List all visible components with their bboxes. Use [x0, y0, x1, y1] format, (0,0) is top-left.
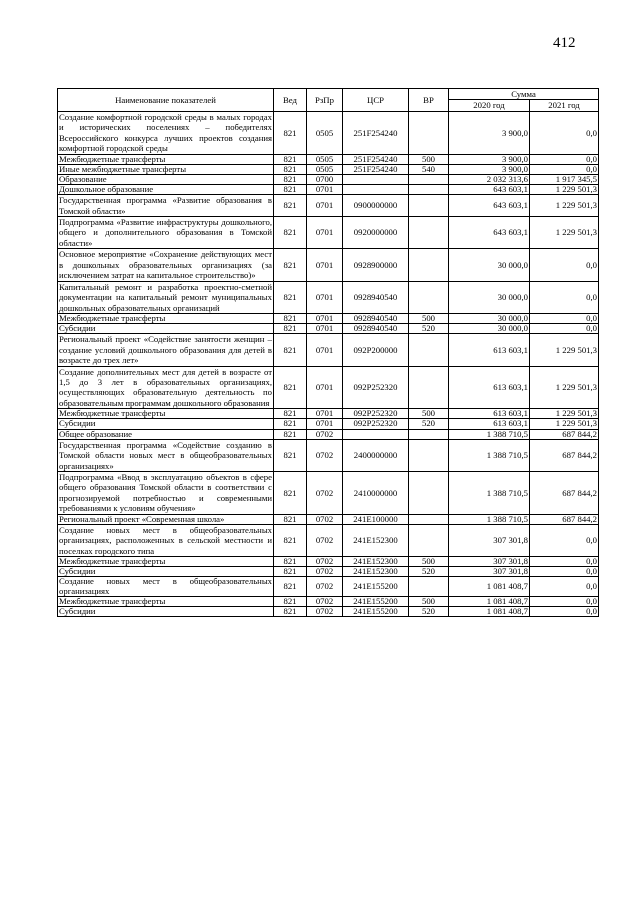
row-csr: 092P252320 — [343, 419, 409, 429]
row-csr: 092P252320 — [343, 366, 409, 409]
row-ved: 821 — [274, 195, 307, 217]
table-row — [58, 217, 599, 249]
header-vr: ВР — [409, 89, 449, 112]
row-vr: 500 — [409, 313, 449, 323]
row-ved: 821 — [274, 217, 307, 249]
row-vr: 500 — [409, 596, 449, 606]
row-vr — [409, 334, 449, 366]
table-row — [58, 324, 599, 334]
row-rzpr: 0701 — [307, 281, 343, 313]
row-sum-2021: 1 917 345,5 — [530, 174, 599, 184]
row-name: Образование — [58, 174, 274, 184]
row-ved: 821 — [274, 366, 307, 409]
row-name: Региональный проект «Содействие занятости женщин – создание условий дошкольного образования для детей в возрасте до трех лет» — [59, 334, 272, 366]
row-rzpr: 0702 — [307, 524, 343, 556]
row-name: Основное мероприятие «Сохранение действующих мест в дошкольных образовательных организациях (за исключением затрат на капитальное строительство)» — [59, 249, 272, 281]
row-rzpr: 0701 — [307, 313, 343, 323]
row-sum-2021: 1 229 501,3 — [530, 334, 599, 366]
table-row — [58, 596, 599, 606]
row-rzpr: 0702 — [307, 514, 343, 524]
row-ved: 821 — [274, 471, 307, 514]
row-sum-2021: 0,0 — [530, 111, 599, 154]
row-name: Дошкольное образование — [58, 185, 274, 195]
row-rzpr: 0701 — [307, 419, 343, 429]
row-sum-2020: 643 603,1 — [449, 195, 530, 217]
row-csr: 0900000000 — [343, 195, 409, 217]
row-sum-2021: 0,0 — [530, 524, 599, 556]
row-sum-2021: 0,0 — [530, 164, 599, 174]
row-sum-2020: 30 000,0 — [449, 281, 530, 313]
row-ved: 821 — [274, 577, 307, 596]
row-name: Межбюджетные трансферты — [58, 313, 274, 323]
row-sum-2020: 30 000,0 — [449, 249, 530, 281]
row-rzpr: 0700 — [307, 174, 343, 184]
row-name: Создание новых мест в общеобразовательных организациях, расположенных в сельской местности и поселках городского типа — [59, 524, 272, 556]
table-row — [58, 334, 599, 366]
budget-table — [57, 88, 599, 617]
row-name: Государственная программа «Содействие созданию в Томской области новых мест в общеобразовательных организациях» — [59, 439, 272, 471]
row-ved: 821 — [274, 557, 307, 567]
row-rzpr: 0701 — [307, 195, 343, 217]
header-ved: Вед — [274, 89, 307, 112]
row-sum-2020: 643 603,1 — [449, 185, 530, 195]
header-year-2021: 2021 год — [530, 100, 599, 111]
row-vr — [409, 249, 449, 281]
row-name: Субсидии — [58, 419, 274, 429]
table-row — [58, 429, 599, 439]
table-row — [58, 366, 599, 409]
row-csr — [343, 174, 409, 184]
row-rzpr: 0702 — [307, 596, 343, 606]
row-name: Межбюджетные трансферты — [58, 409, 274, 419]
table-row — [58, 439, 599, 471]
row-ved: 821 — [274, 185, 307, 195]
table-row — [58, 111, 599, 154]
row-vr — [409, 429, 449, 439]
row-sum-2020: 613 603,1 — [449, 419, 530, 429]
row-csr: 2400000000 — [343, 439, 409, 471]
row-rzpr: 0702 — [307, 577, 343, 596]
row-csr: 2410000000 — [343, 471, 409, 514]
row-vr: 500 — [409, 557, 449, 567]
row-vr — [409, 281, 449, 313]
table-row — [58, 577, 599, 596]
row-vr: 520 — [409, 419, 449, 429]
row-csr: 251F254240 — [343, 111, 409, 154]
table-row — [58, 409, 599, 419]
row-sum-2021: 0,0 — [530, 577, 599, 596]
row-ved: 821 — [274, 249, 307, 281]
row-vr — [409, 514, 449, 524]
row-vr — [409, 577, 449, 596]
row-sum-2021: 1 229 501,3 — [530, 409, 599, 419]
row-ved: 821 — [274, 439, 307, 471]
row-sum-2021: 0,0 — [530, 596, 599, 606]
header-csr: ЦСР — [343, 89, 409, 112]
row-rzpr: 0702 — [307, 557, 343, 567]
row-sum-2021: 1 229 501,3 — [530, 185, 599, 195]
row-sum-2020: 613 603,1 — [449, 409, 530, 419]
row-name: Субсидии — [58, 567, 274, 577]
row-rzpr: 0505 — [307, 111, 343, 154]
row-sum-2020: 1 081 408,7 — [449, 606, 530, 616]
row-rzpr: 0701 — [307, 217, 343, 249]
row-name: Государственная программа «Развитие образования в Томской области» — [59, 195, 272, 216]
row-ved: 821 — [274, 567, 307, 577]
row-name: Региональный проект «Современная школа» — [58, 514, 274, 524]
row-ved: 821 — [274, 606, 307, 616]
row-csr: 241E152300 — [343, 524, 409, 556]
row-vr — [409, 174, 449, 184]
row-csr: 251F254240 — [343, 164, 409, 174]
row-rzpr: 0701 — [307, 324, 343, 334]
row-name: Межбюджетные трансферты — [58, 154, 274, 164]
row-sum-2020: 307 301,8 — [449, 557, 530, 567]
row-sum-2021: 0,0 — [530, 154, 599, 164]
row-ved: 821 — [274, 419, 307, 429]
row-csr: 0928940540 — [343, 281, 409, 313]
row-rzpr: 0505 — [307, 164, 343, 174]
row-csr: 092P200000 — [343, 334, 409, 366]
row-sum-2021: 1 229 501,3 — [530, 366, 599, 409]
table-row — [58, 249, 599, 281]
table-row — [58, 514, 599, 524]
row-sum-2021: 0,0 — [530, 281, 599, 313]
table-row — [58, 195, 599, 217]
row-name: Субсидии — [58, 324, 274, 334]
row-sum-2021: 1 229 501,3 — [530, 195, 599, 217]
row-vr: 520 — [409, 324, 449, 334]
row-rzpr: 0701 — [307, 249, 343, 281]
row-sum-2021: 1 229 501,3 — [530, 419, 599, 429]
row-vr — [409, 471, 449, 514]
row-csr: 241E155200 — [343, 577, 409, 596]
row-ved: 821 — [274, 174, 307, 184]
row-sum-2020: 1 388 710,5 — [449, 471, 530, 514]
row-rzpr: 0701 — [307, 185, 343, 195]
table-row — [58, 567, 599, 577]
row-sum-2021: 1 229 501,3 — [530, 217, 599, 249]
row-csr — [343, 429, 409, 439]
page-number: 412 — [553, 35, 576, 51]
row-name: Создание дополнительных мест для детей в возрасте от 1,5 до 3 лет в образовательных организациях, осуществляющих образовательную деятельность по образовательным программам дошкольного образования — [59, 366, 272, 408]
row-name: Межбюджетные трансферты — [58, 596, 274, 606]
row-ved: 821 — [274, 524, 307, 556]
table-row — [58, 281, 599, 313]
row-ved: 821 — [274, 154, 307, 164]
row-name: Создание новых мест в общеобразовательных организациях — [59, 576, 272, 596]
row-name: Иные межбюджетные трансферты — [58, 164, 274, 174]
row-ved: 821 — [274, 313, 307, 323]
row-ved: 821 — [274, 281, 307, 313]
row-ved: 821 — [274, 596, 307, 606]
row-vr — [409, 185, 449, 195]
row-sum-2020: 30 000,0 — [449, 313, 530, 323]
row-rzpr: 0702 — [307, 439, 343, 471]
table-row — [58, 606, 599, 616]
row-vr — [409, 439, 449, 471]
row-sum-2021: 687 844,2 — [530, 471, 599, 514]
row-csr: 092P252320 — [343, 409, 409, 419]
row-ved: 821 — [274, 409, 307, 419]
row-rzpr: 0702 — [307, 471, 343, 514]
row-sum-2020: 643 603,1 — [449, 217, 530, 249]
row-sum-2020: 1 388 710,5 — [449, 439, 530, 471]
header-rzpr: РзПр — [307, 89, 343, 112]
table-row — [58, 154, 599, 164]
row-vr: 500 — [409, 409, 449, 419]
row-csr: 0928940540 — [343, 313, 409, 323]
row-name: Подпрограмма «Ввод в эксплуатацию объектов в сфере общего образования Томской области в соответствии с прогнозируемой потребностью и современными требованиями к условиям обучения» — [59, 471, 272, 514]
row-sum-2020: 3 900,0 — [449, 164, 530, 174]
row-name: Подпрограмма «Развитие инфраструктуры дошкольного, общего и дополнительного образования в Томской области» — [59, 217, 272, 248]
row-vr: 520 — [409, 567, 449, 577]
row-rzpr: 0702 — [307, 567, 343, 577]
row-ved: 821 — [274, 429, 307, 439]
row-name: Капитальный ремонт и разработка проектно-сметной документации на капитальный ремонт муниципальных дошкольных образовательных организаций — [59, 281, 272, 313]
row-vr: 540 — [409, 164, 449, 174]
row-sum-2020: 307 301,8 — [449, 524, 530, 556]
row-csr: 241E155200 — [343, 606, 409, 616]
table-row — [58, 524, 599, 556]
row-csr: 241E152300 — [343, 557, 409, 567]
row-rzpr: 0702 — [307, 429, 343, 439]
row-sum-2021: 687 844,2 — [530, 429, 599, 439]
row-ved: 821 — [274, 334, 307, 366]
row-csr: 0928900000 — [343, 249, 409, 281]
row-vr — [409, 195, 449, 217]
row-sum-2021: 0,0 — [530, 557, 599, 567]
row-vr — [409, 524, 449, 556]
row-ved: 821 — [274, 111, 307, 154]
header-sum: Сумма — [449, 89, 599, 100]
row-vr: 520 — [409, 606, 449, 616]
row-ved: 821 — [274, 164, 307, 174]
row-name: Создание комфортной городской среды в малых городах и исторических поселениях – победителях Всероссийского конкурса лучших проектов создания комфортной городской среды — [59, 111, 272, 154]
row-csr: 241E152300 — [343, 567, 409, 577]
table-row — [58, 471, 599, 514]
row-sum-2020: 2 032 313,6 — [449, 174, 530, 184]
table-row — [58, 185, 599, 195]
row-csr: 0920000000 — [343, 217, 409, 249]
row-csr: 241E100000 — [343, 514, 409, 524]
row-sum-2020: 1 388 710,5 — [449, 429, 530, 439]
row-vr — [409, 217, 449, 249]
row-csr: 241E155200 — [343, 596, 409, 606]
row-sum-2020: 3 900,0 — [449, 111, 530, 154]
row-sum-2021: 0,0 — [530, 324, 599, 334]
row-sum-2021: 0,0 — [530, 313, 599, 323]
row-sum-2020: 30 000,0 — [449, 324, 530, 334]
row-sum-2021: 687 844,2 — [530, 439, 599, 471]
row-sum-2021: 0,0 — [530, 567, 599, 577]
row-sum-2020: 1 388 710,5 — [449, 514, 530, 524]
header-year-2020: 2020 год — [449, 100, 530, 111]
table-row — [58, 557, 599, 567]
row-sum-2020: 613 603,1 — [449, 334, 530, 366]
row-name: Субсидии — [58, 606, 274, 616]
row-csr: 251F254240 — [343, 154, 409, 164]
row-rzpr: 0702 — [307, 606, 343, 616]
row-sum-2020: 1 081 408,7 — [449, 596, 530, 606]
row-vr — [409, 111, 449, 154]
row-vr — [409, 366, 449, 409]
table-header — [58, 89, 599, 112]
table-row — [58, 313, 599, 323]
header-name: Наименование показателей — [58, 89, 274, 112]
row-name: Общее образование — [58, 429, 274, 439]
row-sum-2020: 1 081 408,7 — [449, 577, 530, 596]
table-row — [58, 164, 599, 174]
row-csr: 0928940540 — [343, 324, 409, 334]
row-sum-2021: 0,0 — [530, 606, 599, 616]
table-row — [58, 174, 599, 184]
row-rzpr: 0701 — [307, 409, 343, 419]
row-vr: 500 — [409, 154, 449, 164]
row-sum-2020: 3 900,0 — [449, 154, 530, 164]
table-body — [58, 111, 599, 616]
row-rzpr: 0701 — [307, 334, 343, 366]
row-ved: 821 — [274, 324, 307, 334]
row-rzpr: 0505 — [307, 154, 343, 164]
row-rzpr: 0701 — [307, 366, 343, 409]
row-sum-2021: 0,0 — [530, 249, 599, 281]
row-sum-2020: 613 603,1 — [449, 366, 530, 409]
row-ved: 821 — [274, 514, 307, 524]
row-csr — [343, 185, 409, 195]
row-sum-2021: 687 844,2 — [530, 514, 599, 524]
row-sum-2020: 307 301,8 — [449, 567, 530, 577]
table-row — [58, 419, 599, 429]
row-name: Межбюджетные трансферты — [58, 557, 274, 567]
